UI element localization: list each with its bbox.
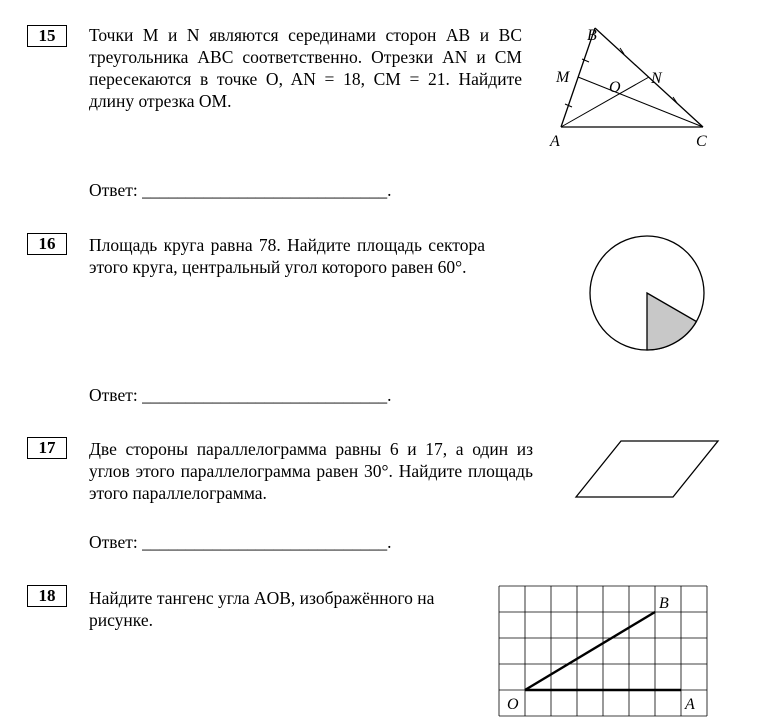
problem-text-16: Площадь круга равна 78. Найдите площадь сектора этого круга, центральный угол которого равен 60°.: [89, 235, 485, 277]
label-o: O: [507, 696, 519, 713]
problem-text-17: Две стороны параллелограмма равны 6 и 17, а один из углов этого параллелограмма равен 30°. Найдите площадь этого параллелограмма.: [89, 439, 533, 503]
problem-number-17: 17: [27, 437, 67, 459]
label-a: A: [550, 133, 560, 150]
label-m: M: [556, 69, 570, 86]
answer-line-17: Ответ: ____________________________.: [89, 532, 392, 552]
circle-figure: [588, 234, 708, 354]
ray-ob: [525, 612, 655, 690]
parallelogram-figure: [574, 440, 724, 500]
label-o: O: [609, 79, 621, 96]
answer-line-15: Ответ: ____________________________.: [89, 180, 392, 200]
answer-line-16: Ответ: ____________________________.: [89, 385, 392, 405]
problem-number-18: 18: [27, 585, 67, 607]
label-b: B: [587, 27, 597, 44]
triangle-figure: [540, 20, 720, 160]
label-c: C: [696, 133, 707, 150]
grid-figure: [498, 585, 712, 719]
problem-number-15: 15: [27, 25, 67, 47]
label-n: N: [651, 70, 662, 87]
label-a: A: [685, 696, 695, 713]
problem-text-15: Точки M и N являются серединами сторон AB и BC треугольника ABC соответственно. Отрезки AN и CM пересекаются в точке O, AN = 18, CM = 21. Найдите длину отрезка OM.: [89, 25, 522, 111]
label-b: B: [659, 595, 669, 612]
problem-number-16: 16: [27, 233, 67, 255]
problem-text-18: Найдите тангенс угла AOB, изображённого на рисунке.: [89, 588, 435, 630]
